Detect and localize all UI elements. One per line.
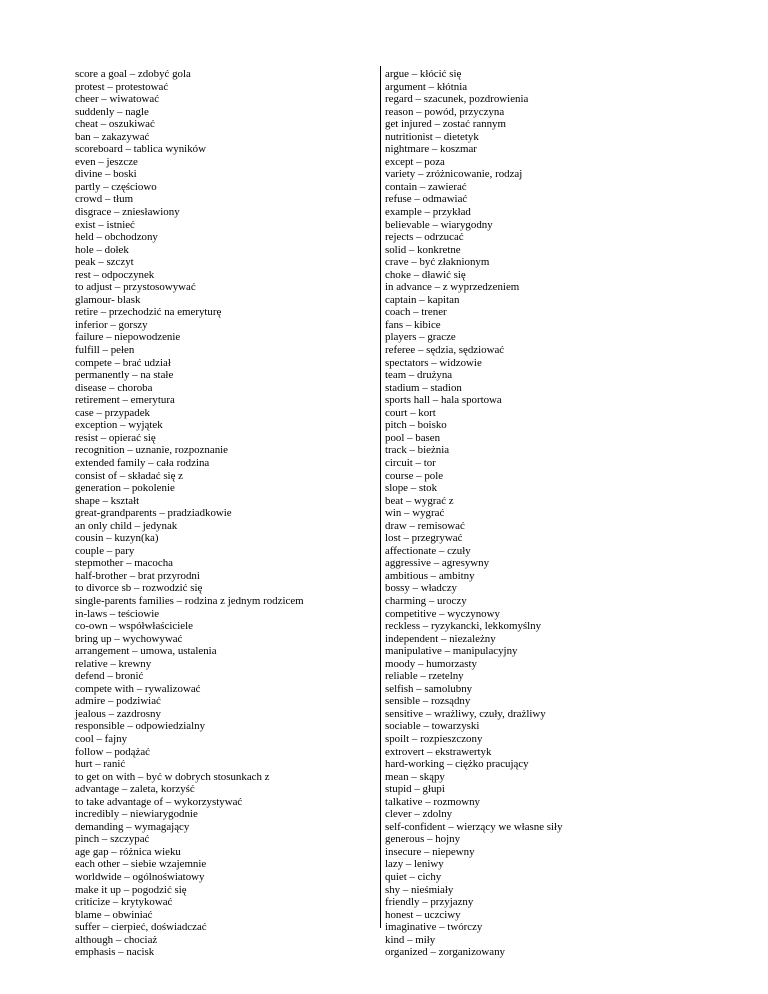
vocabulary-entry: glamour- blask xyxy=(75,293,141,306)
vocabulary-entry: fulfill – pełen xyxy=(75,344,135,357)
vocabulary-entry: responsible – odpowiedzialny xyxy=(75,720,206,733)
vocabulary-entry: reckless – ryzykancki, lekkomyślny xyxy=(385,620,542,633)
vocabulary-entry: court – kort xyxy=(385,406,436,419)
vocabulary-entry: reliable – rzetelny xyxy=(385,670,464,683)
vocabulary-entry: although – chociaż xyxy=(75,933,158,946)
vocabulary-entry: course – pole xyxy=(385,469,444,482)
vocabulary-entry: emphasis – nacisk xyxy=(75,946,155,959)
vocabulary-entry: demanding – wymagający xyxy=(75,820,190,833)
vocabulary-entry: cool – fajny xyxy=(75,732,128,745)
vocabulary-entry: pool – basen xyxy=(385,431,441,444)
vocabulary-entry: argue – kłócić się xyxy=(385,68,462,80)
vocabulary-entry: captain – kapitan xyxy=(385,293,460,306)
vocabulary-entry: self-confident – wierzący we własne siły xyxy=(385,820,563,833)
vocabulary-entry: affectionate – czuły xyxy=(385,544,471,557)
vocabulary-entry: bring up – wychowywać xyxy=(75,632,183,645)
vocabulary-entry: case – przypadek xyxy=(75,406,150,419)
vocabulary-entry: consist of – składać się z xyxy=(75,469,183,482)
vocabulary-entry: example – przykład xyxy=(385,206,471,219)
vocabulary-entry: disease – choroba xyxy=(75,381,153,394)
vocabulary-entry: draw – remisować xyxy=(385,519,465,532)
vocabulary-entry: spectators – widzowie xyxy=(385,356,482,369)
vocabulary-entry: rejects – odrzucać xyxy=(385,231,464,244)
vocabulary-entry: argument – kłótnia xyxy=(385,80,468,93)
vocabulary-entry: rest – odpoczynek xyxy=(75,268,155,281)
vocabulary-entry: resist – opierać się xyxy=(75,431,156,444)
vocabulary-entry: players – gracze xyxy=(385,331,456,344)
vocabulary-entry: believable – wiarygodny xyxy=(385,218,493,231)
vocabulary-entry: aggressive – agresywny xyxy=(385,557,490,570)
vocabulary-entry: solid – konkretne xyxy=(385,243,461,256)
vocabulary-entry: organized – zorganizowany xyxy=(385,946,505,959)
vocabulary-entry: suffer – cierpieć, doświadczać xyxy=(75,921,207,934)
vocabulary-entry: hole – dołek xyxy=(75,243,129,256)
vocabulary-entry: lost – przegrywać xyxy=(385,532,463,545)
vocabulary-entry: each other – siebie wzajemnie xyxy=(75,858,207,871)
vocabulary-entry: stupid – głupi xyxy=(385,783,445,796)
vocabulary-entry: failure – niepowodzenie xyxy=(75,331,181,344)
vocabulary-entry: compete – brać udział xyxy=(75,356,171,369)
vocabulary-entry: relative – krewny xyxy=(75,657,152,670)
vocabulary-entry: cheat – oszukiwać xyxy=(75,118,155,131)
vocabulary-entry: blame – obwiniać xyxy=(75,908,153,921)
vocabulary-entry: selfish – samolubny xyxy=(385,682,473,695)
vocabulary-entry: hard-working – ciężko pracujący xyxy=(385,758,529,771)
vocabulary-entry: to divorce sb – rozwodzić się xyxy=(75,582,203,595)
vocabulary-entry: incredibly – niewiarygodnie xyxy=(75,808,198,821)
vocabulary-entry: protest – protestować xyxy=(75,80,169,93)
vocabulary-entry: make it up – pogodzić się xyxy=(75,883,187,896)
vocabulary-entry: disgrace – zniesławiony xyxy=(75,206,180,219)
vocabulary-entry: shape – kształt xyxy=(75,494,140,507)
vocabulary-entry: permanently – na stałe xyxy=(75,369,174,382)
vocabulary-entry: sensible – rozsądny xyxy=(385,695,471,708)
vocabulary-entry: exist – istnieć xyxy=(75,218,135,231)
vocabulary-entry: sociable – towarzyski xyxy=(385,720,480,733)
vocabulary-entry: variety – zróżnicowanie, rodzaj xyxy=(385,168,523,181)
vocabulary-entry: friendly – przyjazny xyxy=(385,896,474,909)
vocabulary-entry: get injured – zostać rannym xyxy=(385,118,506,131)
vocabulary-entry: reason – powód, przyczyna xyxy=(385,105,505,118)
vocabulary-entry: referee – sędzia, sędziować xyxy=(385,344,505,357)
vocabulary-entry: independent – niezależny xyxy=(385,632,496,645)
vocabulary-entry: divine – boski xyxy=(75,168,137,181)
vocabulary-entry: score a goal – zdobyć gola xyxy=(75,68,191,80)
column-divider xyxy=(380,66,381,928)
vocabulary-entry: pitch – boisko xyxy=(385,419,447,432)
vocabulary-list-left xyxy=(75,68,375,959)
vocabulary-entry: honest – uczciwy xyxy=(385,908,461,921)
vocabulary-entry: follow – podążać xyxy=(75,745,150,758)
vocabulary-entry: team – drużyna xyxy=(385,369,453,382)
vocabulary-entry: crave – być złaknionym xyxy=(385,256,490,269)
vocabulary-entry: clever – zdolny xyxy=(385,808,453,821)
vocabulary-entry: stepmother – macocha xyxy=(75,557,173,570)
vocabulary-entry: moody – humorzasty xyxy=(385,657,477,670)
vocabulary-entry: scoreboard – tablica wyników xyxy=(75,143,206,156)
vocabulary-entry: held – obchodzony xyxy=(75,231,158,244)
vocabulary-entry: admire – podziwiać xyxy=(75,695,161,708)
vocabulary-entry: arrangement – umowa, ustalenia xyxy=(75,645,217,658)
vocabulary-entry: criticize – krytykować xyxy=(75,896,173,909)
vocabulary-entry: crowd – tłum xyxy=(75,193,134,206)
vocabulary-entry: generous – hojny xyxy=(385,833,461,846)
vocabulary-entry: pinch – szczypać xyxy=(75,833,150,846)
vocabulary-entry: choke – dławić się xyxy=(385,268,466,281)
vocabulary-entry: great-grandparents – pradziadkowie xyxy=(75,507,232,520)
vocabulary-entry: kind – miły xyxy=(385,933,436,946)
vocabulary-entry: generation – pokolenie xyxy=(75,482,175,495)
vocabulary-entry: nutritionist – dietetyk xyxy=(385,130,479,143)
vocabulary-entry: quiet – cichy xyxy=(385,871,442,883)
vocabulary-entry: charming – uroczy xyxy=(385,594,467,607)
vocabulary-entry: co-own – współwłaściciele xyxy=(75,620,193,633)
vocabulary-entry: an only child – jedynak xyxy=(75,519,178,532)
vocabulary-entry: regard – szacunek, pozdrowienia xyxy=(385,93,529,106)
vocabulary-entry: cousin – kuzyn(ka) xyxy=(75,532,159,545)
vocabulary-entry: fans – kibice xyxy=(385,318,441,331)
vocabulary-entry: exception – wyjątek xyxy=(75,419,163,432)
vocabulary-entry: to adjust – przystosowywać xyxy=(75,281,196,294)
vocabulary-entry: hurt – ranić xyxy=(75,758,126,771)
vocabulary-entry: slope – stok xyxy=(385,482,438,495)
vocabulary-entry: inferior – gorszy xyxy=(75,318,148,331)
vocabulary-entry: manipulative – manipulacyjny xyxy=(385,645,518,658)
vocabulary-entry: talkative – rozmowny xyxy=(385,795,480,808)
vocabulary-entry: coach – trener xyxy=(385,306,447,319)
vocabulary-entry: partly – częściowo xyxy=(75,180,157,193)
vocabulary-entry: nightmare – koszmar xyxy=(385,143,477,156)
vocabulary-entry: even – jeszcze xyxy=(75,155,138,168)
vocabulary-entry: recognition – uznanie, rozpoznanie xyxy=(75,444,229,457)
vocabulary-entry: contain – zawierać xyxy=(385,180,467,193)
vocabulary-entry: compete with – rywalizować xyxy=(75,682,201,695)
vocabulary-entry: competitive – wyczynowy xyxy=(385,607,500,620)
vocabulary-entry: single-parents families – rodzina z jednym rodzicem xyxy=(75,594,304,607)
vocabulary-entry: retirement – emerytura xyxy=(75,394,175,407)
vocabulary-entry: defend – bronić xyxy=(75,670,144,683)
vocabulary-entry: to get on with – być w dobrych stosunkach z xyxy=(75,770,270,783)
vocabulary-entry: track – bieżnia xyxy=(385,444,450,457)
vocabulary-entry: win – wygrać xyxy=(385,507,445,520)
vocabulary-list-right xyxy=(385,68,715,959)
vocabulary-entry: to take advantage of – wykorzystywać xyxy=(75,795,243,808)
vocabulary-entry: bossy – władczy xyxy=(385,582,457,595)
vocabulary-entry: suddenly – nagle xyxy=(75,105,149,118)
vocabulary-entry: retire – przechodzić na emeryturę xyxy=(75,306,222,319)
vocabulary-entry: circuit – tor xyxy=(385,456,436,469)
vocabulary-entry: ban – zakazywać xyxy=(75,130,150,143)
vocabulary-entry: lazy – leniwy xyxy=(385,858,444,871)
vocabulary-entry: insecure – niepewny xyxy=(385,845,475,858)
vocabulary-entry: advantage – zaleta, korzyść xyxy=(75,783,195,796)
vocabulary-entry: spoilt – rozpieszczony xyxy=(385,732,483,745)
vocabulary-entry: shy – nieśmiały xyxy=(385,883,454,896)
vocabulary-entry: sensitive – wrażliwy, czuły, drażliwy xyxy=(385,707,546,720)
vocabulary-entry: extended family – cała rodzina xyxy=(75,456,210,469)
vocabulary-entry: imaginative – twórczy xyxy=(385,921,483,934)
vocabulary-entry: peak – szczyt xyxy=(75,256,134,269)
vocabulary-entry: half-brother – brat przyrodni xyxy=(75,569,200,582)
vocabulary-entry: refuse – odmawiać xyxy=(385,193,468,206)
vocabulary-entry: jealous – zazdrosny xyxy=(75,707,161,720)
vocabulary-entry: sports hall – hala sportowa xyxy=(385,394,502,407)
vocabulary-entry: in-laws – teściowie xyxy=(75,607,160,620)
vocabulary-entry: age gap – różnica wieku xyxy=(75,845,181,858)
vocabulary-entry: ambitious – ambitny xyxy=(385,569,475,582)
vocabulary-entry: beat – wygrać z xyxy=(385,494,454,507)
vocabulary-entry: stadium – stadion xyxy=(385,381,462,394)
vocabulary-entry: extrovert – ekstrawertyk xyxy=(385,745,492,758)
vocabulary-entry: cheer – wiwatować xyxy=(75,93,160,106)
vocabulary-entry: couple – pary xyxy=(75,544,135,557)
vocabulary-entry: mean – skąpy xyxy=(385,770,445,783)
vocabulary-entry: worldwide – ogólnoświatowy xyxy=(75,871,205,883)
vocabulary-entry: in advance – z wyprzedzeniem xyxy=(385,281,520,294)
vocabulary-entry: except – poza xyxy=(385,155,445,168)
